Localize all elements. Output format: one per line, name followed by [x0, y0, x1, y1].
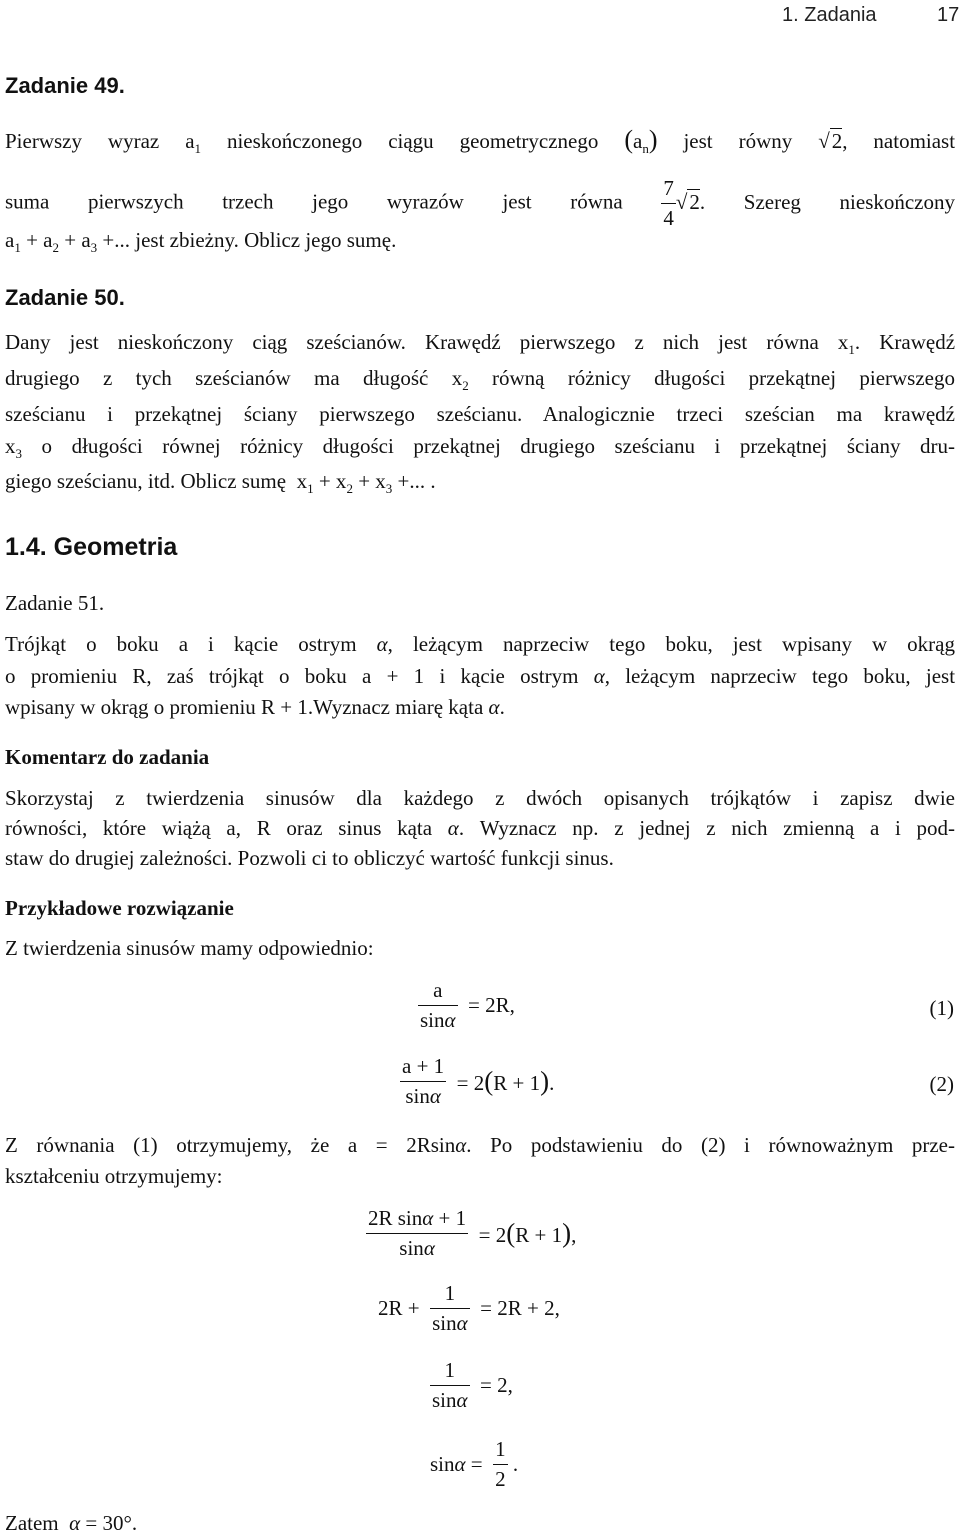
solution-paragraph-line-1: Z równania (1) otrzymujemy, że a = 2Rsinα. Po podstawieniu do (2) i równoważnym prze-: [5, 1133, 955, 1157]
equation-1: $\frac{a}{\sin\alpha}$ = 2R,: [420, 978, 515, 1033]
task-49-line-1: Pierwszy wyraz $a_1$ nieskończonego ciągu geometrycznego $(a_n)$ jest równy √2, natomiast: [5, 125, 956, 157]
equation-2: $\frac{a + 1}{\sin\alpha}$ = 2(R + 1).: [402, 1054, 555, 1109]
task-50-title: Zadanie 50.: [5, 285, 125, 310]
task-50-line-2: drugiego z tych sześcianów ma długość $x_2$ równą różnicy długości przekątnej pierwszego: [5, 366, 955, 394]
task-49-title: Zadanie 49.: [5, 73, 125, 98]
task-50-line-5: giego sześcianu, itd. Oblicz sumę $x_1 + x_2 + x_3$ +... .: [5, 469, 436, 497]
derivation-step-1: $\frac{\text{2R sinα + 1}}{\sin\alpha}$ = 2(R + 1),: [368, 1206, 577, 1261]
derivation-step-4: sinα = $\frac{1}{2}$ .: [430, 1437, 519, 1492]
task-51-line-1: Trójkąt o boku a i kącie ostrym α, leżącym naprzeciw tego boku, jest wpisany w okrąg: [5, 632, 955, 656]
task-49-line-3: $a_1 + a_2 + a_3$ +... jest zbieżny. Oblicz jego sumę.: [5, 228, 397, 256]
comment-line-1: Skorzystaj z twierdzenia sinusów dla każdego z dwóch opisanych trójkątów i zapisz dwie: [5, 786, 955, 810]
task-51-line-2: o promieniu R, zaś trójkąt o boku a + 1 i kącie ostrym α, leżącym naprzeciw tego boku, jest: [5, 664, 956, 688]
derivation-step-2: 2R + $\frac{1}{\sin\alpha}$ = 2R + 2,: [378, 1281, 560, 1336]
derivation-step-3: $\frac{1}{\sin\alpha}$ = 2,: [432, 1358, 513, 1413]
task-50-line-4: $x_3$ o długości równej różnicy długości przekątnej drugiego sześcianu i przekątnej ściany dru-: [5, 434, 956, 462]
task-50-line-1: Dany jest nieskończony ciąg sześcianów. Krawędź pierwszego z nich jest równa $x_1$. Krawędź: [5, 330, 956, 358]
comment-line-2: równości, które wiążą a, R oraz sinus kąta α. Wyznacz np. z jednej z nich zmienną a i pod-: [5, 816, 956, 840]
comment-title: Komentarz do zadania: [5, 745, 210, 769]
task-50-line-3: sześcianu i przekątnej ściany pierwszego sześcianu. Analogicznie trzeci sześcian ma krawędź: [5, 402, 955, 426]
running-header-chapter: 1. Zadania: [782, 4, 877, 26]
solution-paragraph-line-2: kształceniu otrzymujemy:: [5, 1164, 223, 1188]
equation-2-number: (2): [929, 1072, 954, 1096]
solution-title: Przykładowe rozwiązanie: [5, 896, 234, 920]
task-51-title: Zadanie 51.: [5, 591, 105, 615]
page-number: 17: [937, 4, 960, 26]
task-51-line-3: wpisany w okrąg o promieniu R + 1.Wyznacz miarę kąta α.: [5, 695, 505, 719]
solution-intro: Z twierdzenia sinusów mamy odpowiednio:: [5, 936, 374, 960]
equation-1-number: (1): [929, 996, 954, 1020]
comment-line-3: staw do drugiej zależności. Pozwoli ci to obliczyć wartość funkcji sinus.: [5, 846, 614, 870]
conclusion: Zatem α = 30°.: [5, 1511, 138, 1535]
section-title: 1.4. Geometria: [5, 533, 178, 561]
task-49-line-2: suma pierwszych trzech jego wyrazów jest równa $\frac{7}{4}$ √2. Szereg nieskończony: [5, 176, 956, 231]
